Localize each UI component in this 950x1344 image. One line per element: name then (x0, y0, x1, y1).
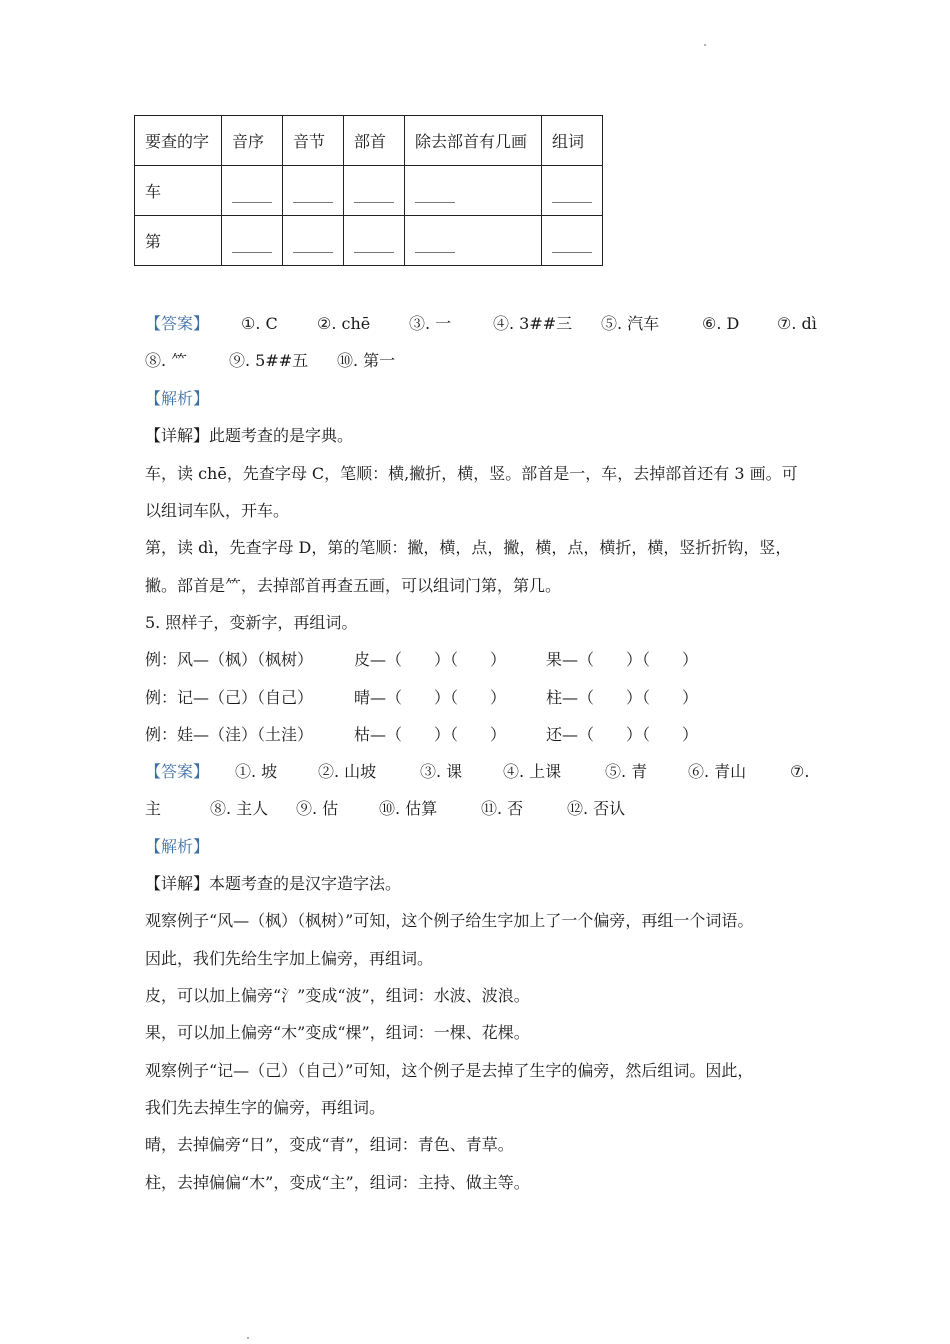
header-cell: 音序 (222, 116, 283, 166)
answer-blank (354, 188, 394, 203)
answer-item: ④. 上课 (503, 762, 562, 781)
scan-dot (247, 1337, 249, 1339)
table-row (135, 166, 603, 216)
answer-item: ⑨. 估 (296, 799, 339, 818)
explain-line: 观察例子“记—（己）（自己）”可知，这个例子是去掉了生字的偏旁，然后组词。因此， (145, 1061, 754, 1080)
answer-item: ④. 3##三 (493, 314, 573, 333)
explain-line: 车，读 chē，先查字母 C，笔顺：横,撇折，横，竖。部首是一，车，去掉部首还有 3 画。可 (145, 464, 798, 483)
answer-item: ⑨. 5##五 (229, 351, 309, 370)
analysis-tag: 【解析】 (145, 837, 210, 856)
answer-item: ①. 坡 (235, 762, 278, 781)
example-item: 例：风—（枫）（枫树） (145, 650, 314, 669)
explain-line: 第，读 dì，先查字母 D，第的笔顺：撇，横，点，撇，横，点，横折，横，竖折折钩，竖， (145, 538, 792, 557)
exercise-item: 晴—（ ）（ ） (354, 688, 507, 707)
explain-line: 皮，可以加上偏旁“氵”变成“波”，组词：水波、波浪。 (145, 986, 530, 1005)
answer-item: ⑩. 第一 (337, 351, 396, 370)
answer-tag: 【答案】 (145, 314, 210, 333)
header-cell: 除去部首有几画 (405, 116, 542, 166)
blank-cell (405, 166, 542, 216)
explain-line: 撇。部首是⺮，去掉部首再查五画，可以组词门第，第几。 (145, 576, 562, 595)
answer-blank (552, 188, 592, 203)
blank-cell (344, 166, 405, 216)
answer-item: 主 (145, 799, 162, 818)
exercise-item: 果—（ ）（ ） (546, 650, 699, 669)
answer-item: ⑦. dì (777, 314, 817, 333)
header-cell: 要查的字 (135, 116, 222, 166)
blank-cell (542, 166, 603, 216)
row-char: 车 (135, 166, 222, 216)
exercise-item: 枯—（ ）（ ） (354, 725, 507, 744)
dictionary-table (134, 115, 603, 266)
answer-blank (354, 238, 394, 253)
explain-line: 因此，我们先给生字加上偏旁，再组词。 (145, 949, 434, 968)
answer-item: ③. 一 (409, 314, 452, 333)
answer-blank (293, 238, 333, 253)
blank-cell (283, 166, 344, 216)
analysis-tag: 【解析】 (145, 389, 210, 408)
table-row (135, 216, 603, 266)
answer-item: ①. C (241, 314, 278, 333)
question-title: 5. 照样子，变新字，再组词。 (145, 613, 358, 632)
answer-item: ⑥. D (702, 314, 740, 333)
answer-item: ②. chē (317, 314, 371, 333)
explain-line: 【详解】本题考查的是汉字造字法。 (145, 874, 402, 893)
blank-cell (222, 166, 283, 216)
example-item: 例：记—（己）（自己） (145, 688, 314, 707)
answer-item: ⑧. 主人 (210, 799, 269, 818)
exercise-item: 柱—（ ）（ ） (546, 688, 699, 707)
answer-item: ⑩. 估算 (379, 799, 438, 818)
blank-cell (283, 216, 344, 266)
answer-item: ⑤. 汽车 (601, 314, 660, 333)
explain-line: 我们先去掉生字的偏旁，再组词。 (145, 1098, 386, 1117)
answer-item: ⑧. ⺮ (145, 351, 188, 370)
header-cell: 组词 (542, 116, 603, 166)
answer-blank (293, 188, 333, 203)
explain-line: 柱，去掉偏偏“木”，变成“主”，组词：主持、做主等。 (145, 1173, 530, 1192)
exercise-item: 还—（ ）（ ） (546, 725, 699, 744)
answer-item: ③. 课 (420, 762, 463, 781)
explain-line: 观察例子“风—（枫）（枫树）”可知，这个例子给生字加上了一个偏旁，再组一个词语。 (145, 911, 754, 930)
answer-item: ⑥. 青山 (688, 762, 747, 781)
q5-answer-line (145, 761, 209, 783)
blank-cell (405, 216, 542, 266)
row-char: 第 (135, 216, 222, 266)
answer-item: ⑦. (790, 762, 810, 781)
exercise-item: 皮—（ ）（ ） (354, 650, 507, 669)
answer-item: ⑫. 否认 (567, 799, 626, 818)
answer-item: ⑤. 青 (605, 762, 648, 781)
answer-blank (232, 188, 272, 203)
explain-line: 以组词车队，开车。 (145, 501, 290, 520)
explain-line: 果，可以加上偏旁“木”变成“棵”，组词：一棵、花棵。 (145, 1023, 530, 1042)
q4-answer-line (145, 313, 209, 335)
header-cell: 音节 (283, 116, 344, 166)
blank-cell (222, 216, 283, 266)
answer-blank (552, 238, 592, 253)
header-cell: 部首 (344, 116, 405, 166)
table-header-row (135, 116, 603, 166)
answer-tag: 【答案】 (145, 762, 210, 781)
answer-blank (415, 188, 455, 203)
answer-blank (415, 238, 455, 253)
explain-line: 晴，去掉偏旁“日”，变成“青”，组词：青色、青草。 (145, 1135, 514, 1154)
blank-cell (344, 216, 405, 266)
explain-line: 【详解】此题考查的是字典。 (145, 426, 354, 445)
answer-item: ⑪. 否 (481, 799, 524, 818)
answer-item: ②. 山坡 (318, 762, 377, 781)
blank-cell (542, 216, 603, 266)
example-item: 例：娃—（洼）（土洼） (145, 725, 314, 744)
scan-dot (704, 44, 706, 46)
answer-blank (232, 238, 272, 253)
